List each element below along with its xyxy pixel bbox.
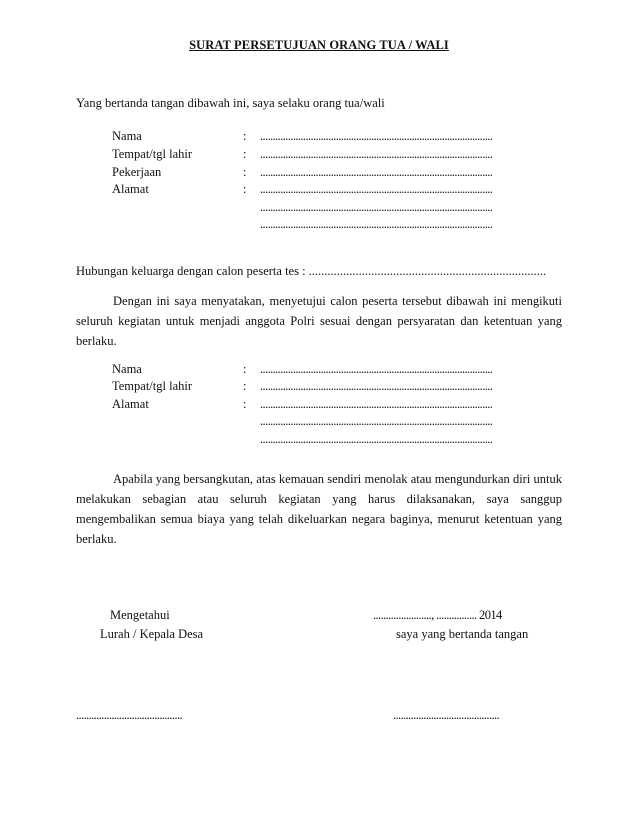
parent-address-row-3 [112, 217, 562, 234]
fill-in-line: ............................................................................................ [260, 182, 493, 196]
document-title: SURAT PERSETUJUAN ORANG TUA / WALI [189, 38, 449, 52]
field-colon: : [243, 182, 247, 196]
fill-in-line: ............................................................................................ [260, 129, 493, 143]
refund-paragraph: Apabila yang bersangkutan, atas kemauan sendiri menolak atau mengundurkan diri untuk melakukan sebagian atau seluruh kegiatan yang harus dilaksanakan, saya sanggup mengembalikan semua biaya yang telah dikeluarkan negara baginya, menurut ketentuan yang berlaku. [76, 472, 562, 546]
village-head-signature-line: .......................................... [76, 708, 183, 722]
field-colon: : [243, 379, 247, 393]
fill-in-line: ............................................................................................ [260, 217, 493, 231]
fill-in-line: ............................................................................................ [260, 200, 493, 214]
candidate-address-row-2 [112, 414, 562, 431]
field-label: Alamat [112, 397, 149, 411]
field-label: Pekerjaan [112, 165, 162, 179]
village-head-label: Lurah / Kepala Desa [100, 627, 204, 641]
parent-name-row [112, 129, 562, 146]
signer-signature-line: .......................................... [393, 708, 500, 722]
signer-label: saya yang bertanda tangan [396, 627, 529, 641]
candidate-address-row [112, 397, 562, 414]
fill-in-line: ............................................................................................ [260, 165, 493, 179]
field-label: Nama [112, 362, 142, 376]
field-colon: : [243, 397, 247, 411]
field-colon: : [243, 165, 247, 179]
parent-job-row [112, 165, 562, 182]
fill-in-line: ............................................................................................ [260, 414, 493, 428]
parent-birth-row [112, 147, 562, 164]
fill-in-line: ............................................................................................ [260, 397, 493, 411]
field-colon: : [243, 147, 247, 161]
field-colon: : [243, 129, 247, 143]
field-label: Tempat/tgl lahir [112, 379, 193, 393]
fill-in-line: ............................................................................................ [260, 379, 493, 393]
intro-text: Yang bertanda tangan dibawah ini, saya selaku orang tua/wali [76, 96, 385, 110]
fill-in-line: ............................................................................................ [260, 432, 493, 446]
candidate-name-row [112, 362, 562, 379]
candidate-address-row-3 [112, 432, 562, 449]
parent-address-row [112, 182, 562, 199]
fill-in-line: ............................................................................................ [260, 147, 493, 161]
statement-paragraph: Dengan ini saya menyatakan, menyetujui calon peserta tersebut dibawah ini mengikuti seluruh kegiatan untuk menjadi anggota Polri sesuai dengan persyaratan dan ketentuan yang berlaku. [76, 294, 562, 348]
fill-in-line: ............................................................................................ [260, 362, 493, 376]
relationship-line: Hubungan keluarga dengan calon peserta tes : ............................................................................ [76, 264, 547, 278]
field-label: Nama [112, 129, 142, 143]
field-label: Alamat [112, 182, 149, 196]
acknowledged-label: Mengetahui [110, 608, 170, 622]
field-label: Tempat/tgl lahir [112, 147, 193, 161]
place-date-line: ......................., ................ 2014 [373, 608, 502, 622]
parent-address-row-2 [112, 200, 562, 217]
field-colon: : [243, 362, 247, 376]
candidate-birth-row [112, 379, 562, 396]
